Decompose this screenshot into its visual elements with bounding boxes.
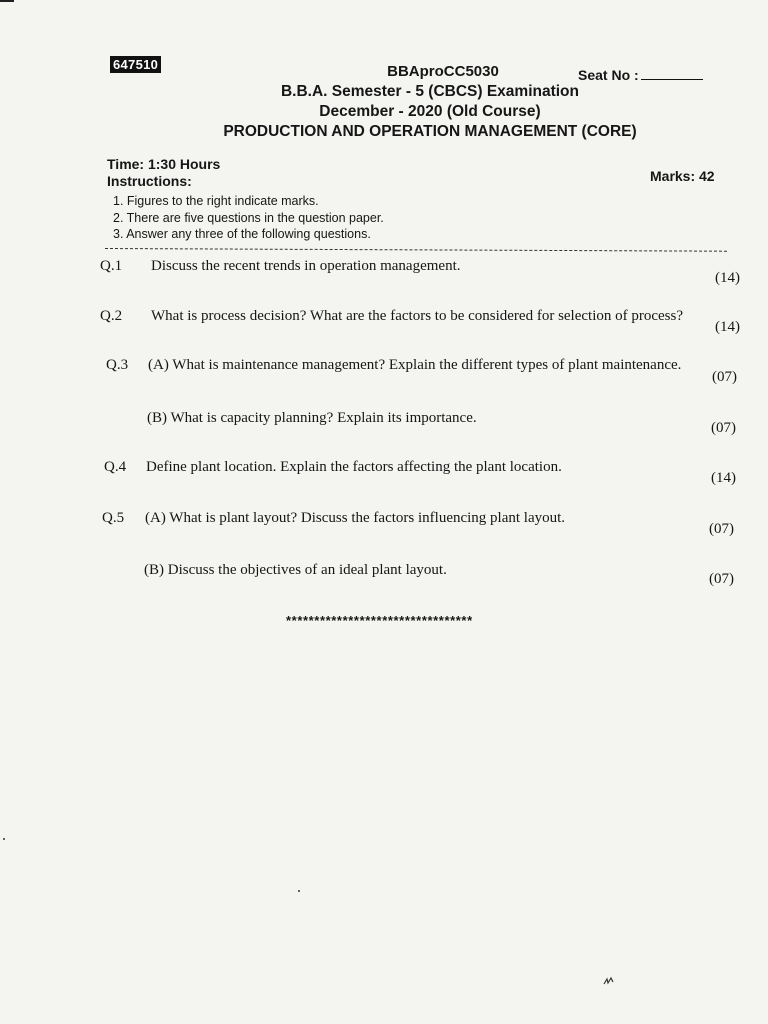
instructions-list — [113, 193, 384, 243]
dashed-divider — [105, 248, 727, 252]
question-number: Q.3 — [106, 357, 129, 373]
seat-number-field — [578, 67, 703, 83]
course-code: BBAproCC5030 — [387, 63, 499, 80]
question-text: Define plant location. Explain the factors affecting the plant location. — [146, 459, 562, 475]
question-text: (B) Discuss the objectives of an ideal plant layout. — [144, 562, 447, 578]
question-row — [100, 410, 740, 436]
question-marks: (14) — [715, 319, 740, 335]
scan-speck — [298, 890, 300, 892]
question-row — [100, 459, 740, 486]
question-number: Q.4 — [104, 459, 127, 475]
question-marks: (07) — [709, 521, 734, 537]
question-marks: (07) — [711, 420, 736, 436]
instruction-item: 3. Answer any three of the following questions. — [113, 227, 371, 241]
exam-time: Time: 1:30 Hours — [107, 156, 221, 172]
paper-code-badge: 647510 — [110, 56, 161, 73]
question-number: Q.1 — [100, 258, 123, 274]
question-marks: (07) — [712, 369, 737, 385]
end-of-paper-stars: ********************************* — [286, 613, 473, 628]
seat-number-blank — [641, 67, 703, 80]
question-row — [100, 258, 740, 286]
question-text: What is process decision? What are the factors to be considered for selection of process? — [151, 308, 684, 324]
question-row — [100, 510, 740, 537]
exam-title: B.B.A. Semester - 5 (CBCS) Examination — [280, 83, 579, 100]
question-marks: (07) — [709, 571, 734, 587]
total-marks: Marks: 42 — [650, 168, 715, 184]
question-text: (B) What is capacity planning? Explain its importance. — [147, 410, 477, 426]
instruction-item: 1. Figures to the right indicate marks. — [113, 194, 319, 208]
instruction-item: 2. There are five questions in the question paper. — [113, 210, 384, 225]
question-text: (A) What is plant layout? Discuss the factors influencing plant layout. — [145, 510, 566, 526]
question-number: Q.2 — [100, 308, 123, 324]
question-text: (A) What is maintenance management? Explain the different types of plant maintenance. — [148, 357, 682, 373]
exam-meta — [107, 156, 220, 190]
question-number: Q.5 — [102, 510, 125, 526]
question-row — [100, 308, 740, 335]
question-marks: (14) — [711, 470, 736, 486]
seat-label: Seat No : — [578, 67, 639, 83]
scan-scribble-mark — [603, 976, 615, 989]
subject-title: PRODUCTION AND OPERATION MANAGEMENT (CORE) — [223, 123, 637, 140]
exam-session: December - 2020 (Old Course) — [319, 103, 541, 120]
instructions-heading: Instructions: — [107, 173, 192, 189]
question-text: Discuss the recent trends in operation management. — [151, 258, 461, 274]
question-row — [100, 357, 740, 385]
question-row — [100, 562, 740, 587]
question-marks: (14) — [715, 270, 740, 286]
page-edge-mark — [0, 0, 14, 2]
scan-speck — [3, 838, 5, 840]
